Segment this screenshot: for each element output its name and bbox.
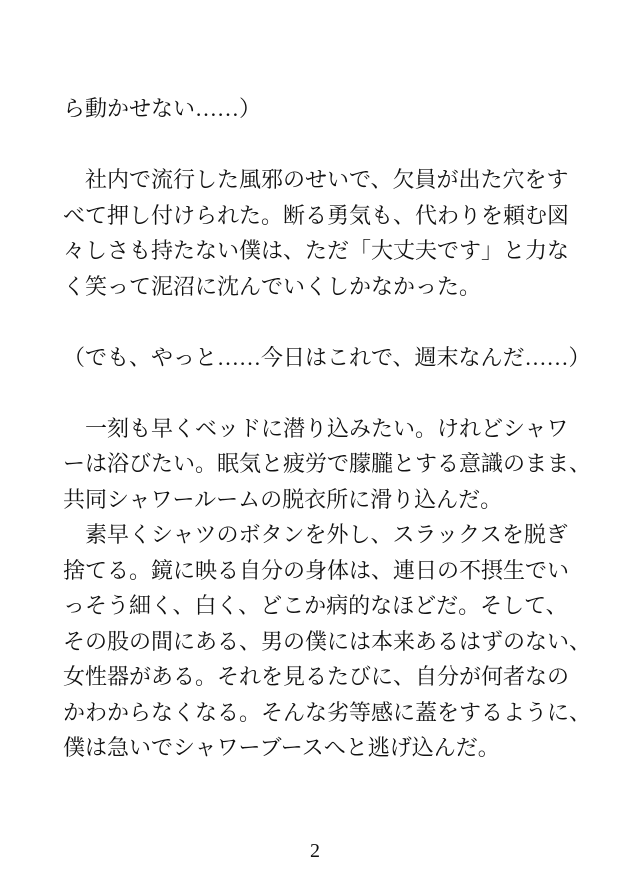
text-line: その股の間にある、男の僕には本来あるはずのない、 <box>63 628 592 654</box>
text-line: 素早くシャツのボタンを外し、スラックスを脱ぎ <box>63 522 568 547</box>
text-line-blank <box>63 375 569 411</box>
text-line: 僕は急いでシャワーブースへと逃げ込んだ。 <box>63 735 500 760</box>
text-line: 一刻も早くベッドに潜り込みたい。けれどシャワ <box>63 415 569 441</box>
text-line: 々しさも持たない僕は、ただ「大丈夫です」と力な <box>63 238 570 263</box>
page-number: 2 <box>310 840 320 862</box>
text-line: っそう細く、白く、どこか病的なほどだ。そして、 <box>63 593 568 618</box>
text-line: 社内で流行した風邪のせいで、欠員が出た穴をす <box>63 167 569 192</box>
text-line: かわからなくなる。そんな劣等感に蓋をするように、 <box>63 699 592 725</box>
text-line: べて押し付けられた。断る勇気も、代わりを頼む図 <box>63 202 570 228</box>
text-line: く笑って泥沼に沈んでいくしかなかった。 <box>63 273 482 299</box>
text-line: ら動かせない……） <box>63 96 262 121</box>
text-line: 捨てる。鏡に映る自分の身体は、連日の不摂生でい <box>63 557 570 583</box>
text-line: 女性器がある。それを見るたびに、自分が何者なの <box>63 664 570 689</box>
text-line: ーは浴びたい。眠気と疲労で朦朧とする意識のまま、 <box>63 451 592 476</box>
body-text <box>63 91 592 766</box>
text-line-blank <box>63 304 569 340</box>
text-line: （でも、やっと……今日はこれで、週末なんだ……） <box>63 344 591 370</box>
text-line-blank <box>63 127 569 163</box>
text-line: 共同シャワールームの脱衣所に滑り込んだ。 <box>63 486 503 512</box>
